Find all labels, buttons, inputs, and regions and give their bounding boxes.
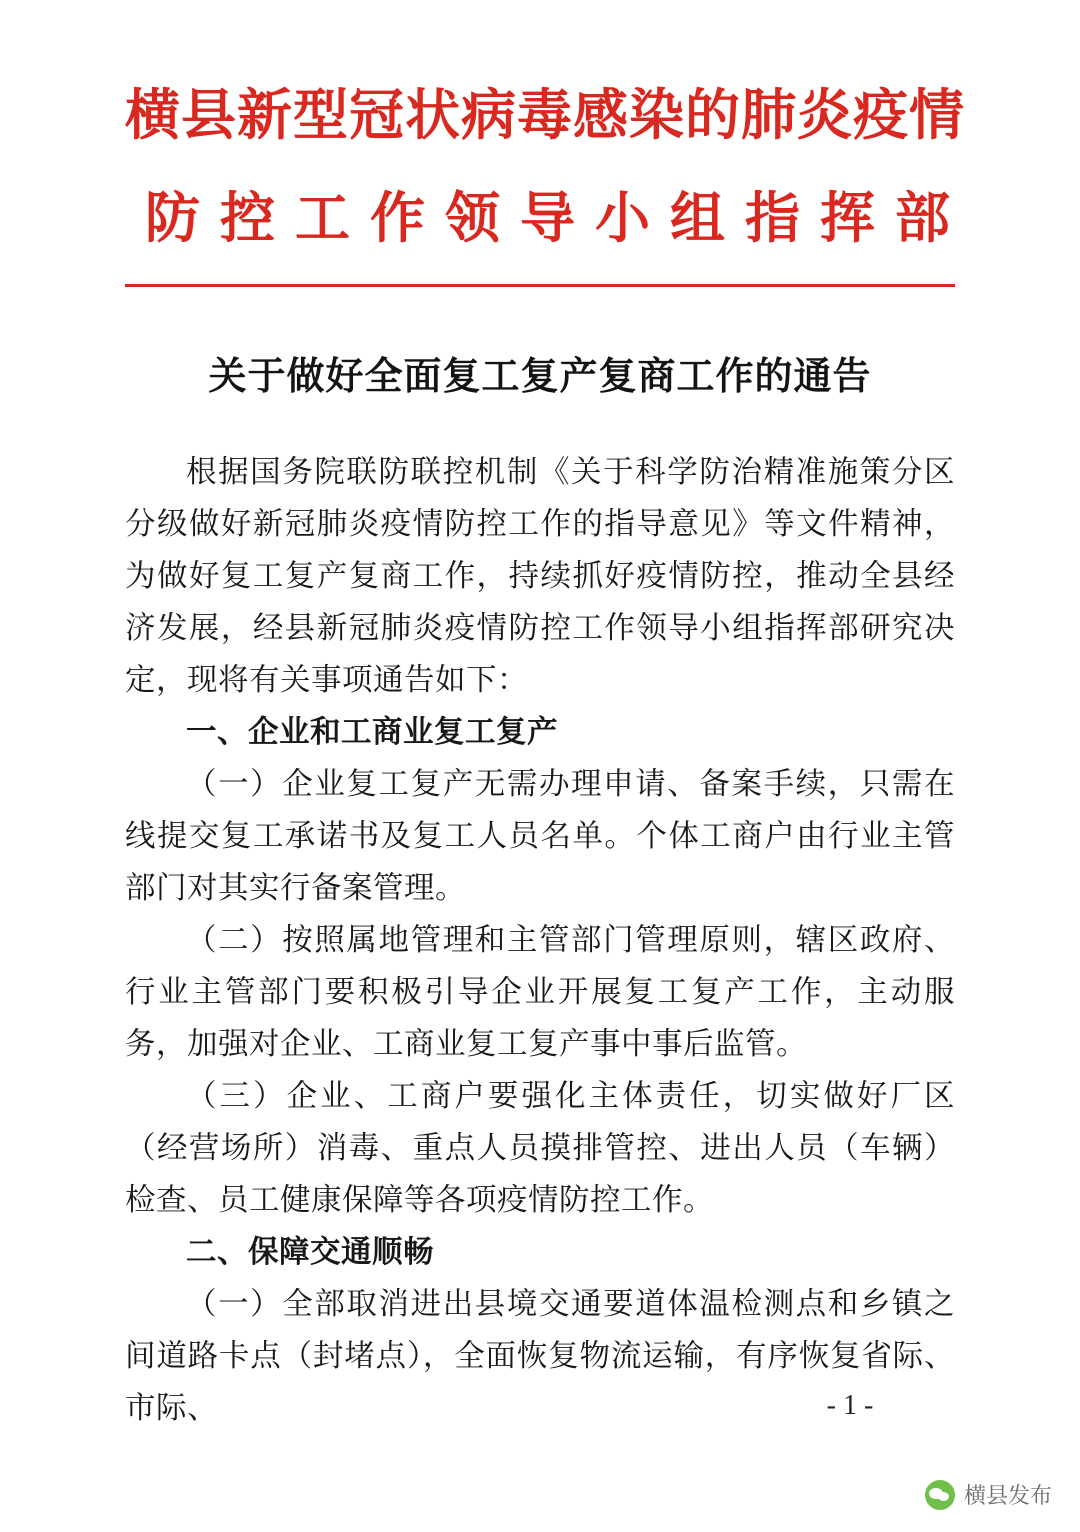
paragraph: （一）企业复工复产无需办理申请、备案手续，只需在线提交复工承诺书及复工人员名单。个体工商户由行业主管部门对其实行备案管理。	[125, 767, 955, 905]
page-title: 关于做好全面复工复产复商工作的通告	[208, 356, 872, 398]
paragraph: （一）全部取消进出县境交通要道体温检测点和乡镇之间道路卡点（封堵点），全面恢复物流运输，有序恢复省际、市际、	[125, 1287, 955, 1425]
masthead-line-2: 防控工作领导小组指挥部	[145, 188, 971, 249]
watermark	[925, 1479, 1052, 1510]
masthead	[125, 0, 971, 287]
section-heading: 二、保障交通顺畅	[186, 1235, 434, 1269]
paragraph: （二）按照属地管理和主管部门管理原则，辖区政府、行业主管部门要积极引导企业开展复工复产工作，主动服务，加强对企业、工商业复工复产事中事后监管。	[125, 923, 955, 1061]
section-heading: 一、企业和工商业复工复产	[186, 715, 558, 749]
page-number: - 1 -	[826, 1390, 874, 1421]
wechat-logo-icon	[925, 1480, 955, 1510]
document-body	[125, 446, 955, 1434]
masthead-line-1: 横县新型冠状病毒感染的肺炎疫情	[125, 85, 966, 146]
masthead-divider	[125, 284, 955, 287]
watermark-label: 横县发布	[963, 1483, 1052, 1508]
paragraph: （三）企业、工商户要强化主体责任，切实做好厂区（经营场所）消毒、重点人员摸排管控、进出人员（车辆）检查、员工健康保障等各项疫情防控工作。	[125, 1079, 955, 1217]
paragraph: 根据国务院联防联控机制《关于科学防治精准施策分区分级做好新冠肺炎疫情防控工作的指导意见》等文件精神，为做好复工复产复商工作，持续抓好疫情防控，推动全县经济发展，经县新冠肺炎疫情防控工作领导小组指挥部研究决定，现将有关事项通告如下：	[125, 455, 955, 697]
